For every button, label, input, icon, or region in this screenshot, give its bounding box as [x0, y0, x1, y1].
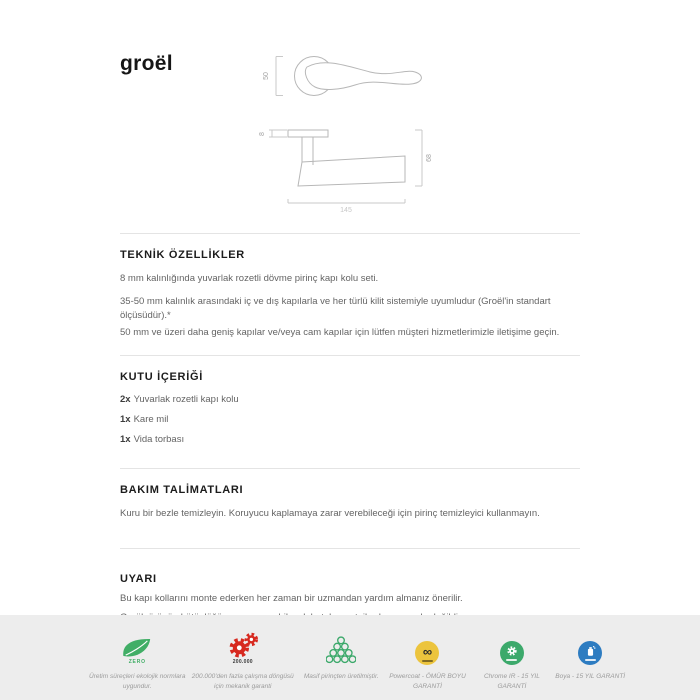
top-view-dimension-50 — [263, 57, 283, 96]
badge-solid-brass-caption: Masif pirinçten üretilmiştir. — [303, 673, 379, 680]
care-instructions-heading: BAKIM TALİMATLARI — [120, 483, 244, 496]
technical-specs-p1: 8 mm kalınlığında yuvarlak rozetli dövme pirinç kapı kolu seti. — [120, 273, 379, 284]
badge-chrome-warranty — [471, 632, 552, 700]
warning-line: Bu kapı kollarını monte ederken her zaman bir uzmandan yardım almanız önerilir. — [120, 592, 463, 604]
side-view-dimension-68 — [415, 130, 433, 186]
technical-specs-p2b: 50 mm ve üzeri daha geniş kapılar ve/veya cam kapılar için lütfen müşteri hizmetlerimizle iletişime geçin. — [120, 327, 560, 339]
technical-specs-p2a: 35-50 mm kalınlık arasındaki iç ve dış kapılarla ve her türlü kilit sistemiyle uyumludur (Groël'in standart ölçüsüdür).* — [120, 295, 551, 322]
dim-label-8: 8 — [259, 132, 266, 136]
box-item — [120, 434, 580, 445]
section-technical-specs — [120, 233, 580, 355]
badge-solid-brass — [299, 632, 383, 700]
badge-powercoat-caption: Powercoat - ÖMÜR BOYU GARANTİ — [389, 673, 466, 691]
box-item-qty: 2x — [120, 393, 131, 405]
side-view-dimension-145 — [288, 199, 405, 214]
care-instructions-text: Kuru bir bezle temizleyin. Koruyucu kaplamaya zarar verebileceği için pirinç temizleyici kullanmayın. — [120, 507, 540, 519]
badge-mechanical-label: 200.000 — [232, 659, 253, 665]
dim-label-50: 50 — [263, 72, 270, 80]
paint-badge-icon — [578, 641, 602, 665]
certification-footer — [0, 615, 700, 700]
badge-paint-caption: Boya - 15 YIL GARANTİ — [555, 673, 626, 680]
side-view-dimension-8 — [259, 130, 287, 137]
badge-paint-warranty — [552, 632, 628, 700]
chrome-gear-badge-icon — [500, 641, 524, 665]
badge-eco — [88, 632, 187, 700]
dim-label-145: 145 — [340, 207, 352, 214]
box-item-qty: 1x — [120, 433, 131, 445]
technical-specs-heading: TEKNİK ÖZELLİKLER — [120, 249, 245, 261]
badge-eco-label: ZERO — [128, 659, 146, 665]
box-item-qty: 1x — [120, 413, 131, 425]
box-item-label: Vida torbası — [133, 433, 185, 445]
section-box-contents — [120, 355, 580, 468]
top-view-handle — [295, 57, 422, 96]
warning-heading: UYARI — [120, 572, 157, 585]
section-care-instructions — [120, 468, 580, 548]
gears-icon — [226, 632, 260, 658]
brand-logo: groël — [120, 52, 173, 75]
box-item-label: Yuvarlak rozetli kapı kolu — [133, 393, 239, 405]
leaf-icon — [121, 637, 153, 658]
badge-chrome-caption: Chrome IR - 15 YIL GARANTİ — [483, 673, 540, 691]
box-item — [120, 414, 580, 425]
box-contents-heading: KUTU İÇERİĞİ — [120, 370, 203, 383]
technical-drawing — [255, 45, 445, 215]
side-view-handle — [288, 130, 405, 186]
dim-label-68: 68 — [426, 154, 433, 162]
badge-mechanical-caption: 200.000'den fazla çalışma döngüsü için mekanik garanti — [191, 673, 294, 691]
infinity-badge-icon: ∞ — [415, 641, 439, 665]
spec-content — [120, 233, 580, 664]
brass-pyramid-icon — [326, 636, 356, 665]
badge-powercoat-warranty — [384, 632, 472, 700]
badge-mechanical-warranty — [187, 632, 300, 700]
box-item-label: Kare mil — [133, 413, 169, 425]
box-item — [120, 394, 580, 405]
badge-eco-caption: Üretim süreçleri ekolojik normlara uygundur. — [89, 673, 186, 691]
